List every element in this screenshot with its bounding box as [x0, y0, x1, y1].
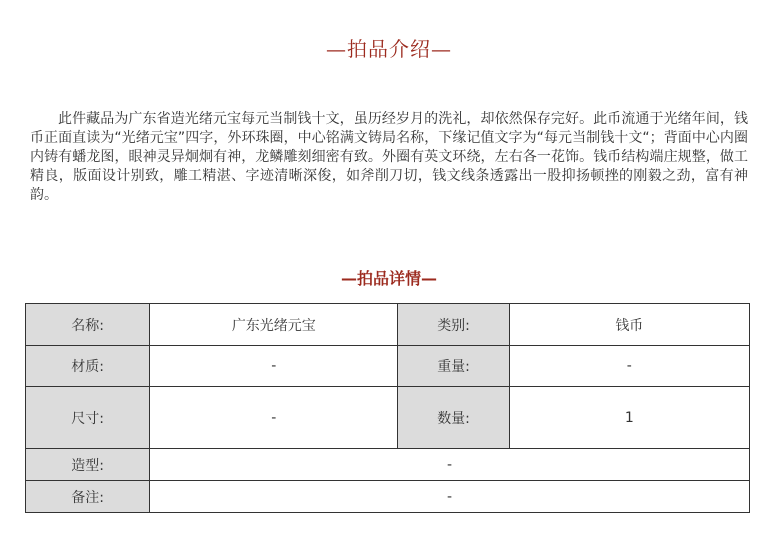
- name-value: 广东光绪元宝: [150, 304, 398, 346]
- table-row: [26, 304, 750, 346]
- quantity-value: 1: [509, 387, 749, 449]
- table-row: [26, 387, 750, 449]
- table-row: [26, 346, 750, 387]
- category-label: 类别:: [398, 304, 509, 346]
- shape-label: 造型:: [26, 449, 150, 481]
- shape-value: -: [150, 449, 750, 481]
- material-value: -: [150, 346, 398, 387]
- category-value: 钱币: [509, 304, 749, 346]
- details-title: —拍品详情—: [340, 269, 437, 288]
- table-row: [26, 449, 750, 481]
- details-table: [25, 303, 750, 513]
- quantity-label: 数量:: [398, 387, 509, 449]
- size-value: -: [150, 387, 398, 449]
- note-value: -: [150, 481, 750, 513]
- weight-label: 重量:: [398, 346, 509, 387]
- material-label: 材质:: [26, 346, 150, 387]
- weight-value: -: [509, 346, 749, 387]
- table-row: [26, 481, 750, 513]
- name-label: 名称:: [26, 304, 150, 346]
- size-label: 尺寸:: [26, 387, 150, 449]
- note-label: 备注:: [26, 481, 150, 513]
- intro-title: —拍品介绍—: [326, 37, 452, 61]
- intro-text: 此件藏品为广东省造光绪元宝每元当制钱十文，虽历经岁月的洗礼，却依然保存完好。此币流通于光绪年间，钱币正面直读为“光绪元宝”四字，外环珠圈，中心铭满文铸局名称，下缘记值文字为“每元当制钱十文“；背面中心内圈内铸有蟠龙图，眼神灵异炯炯有神，龙鳞雕刻细密有致。外圈有英文环绕，左右各一花饰。钱币结构端庄规整，做工精良，版面设计别致，雕工精湛、字迹清晰深俊，如斧削刀切，钱文线条透露出一股抑扬顿挫的刚毅之劲，富有神韵。: [30, 111, 748, 203]
